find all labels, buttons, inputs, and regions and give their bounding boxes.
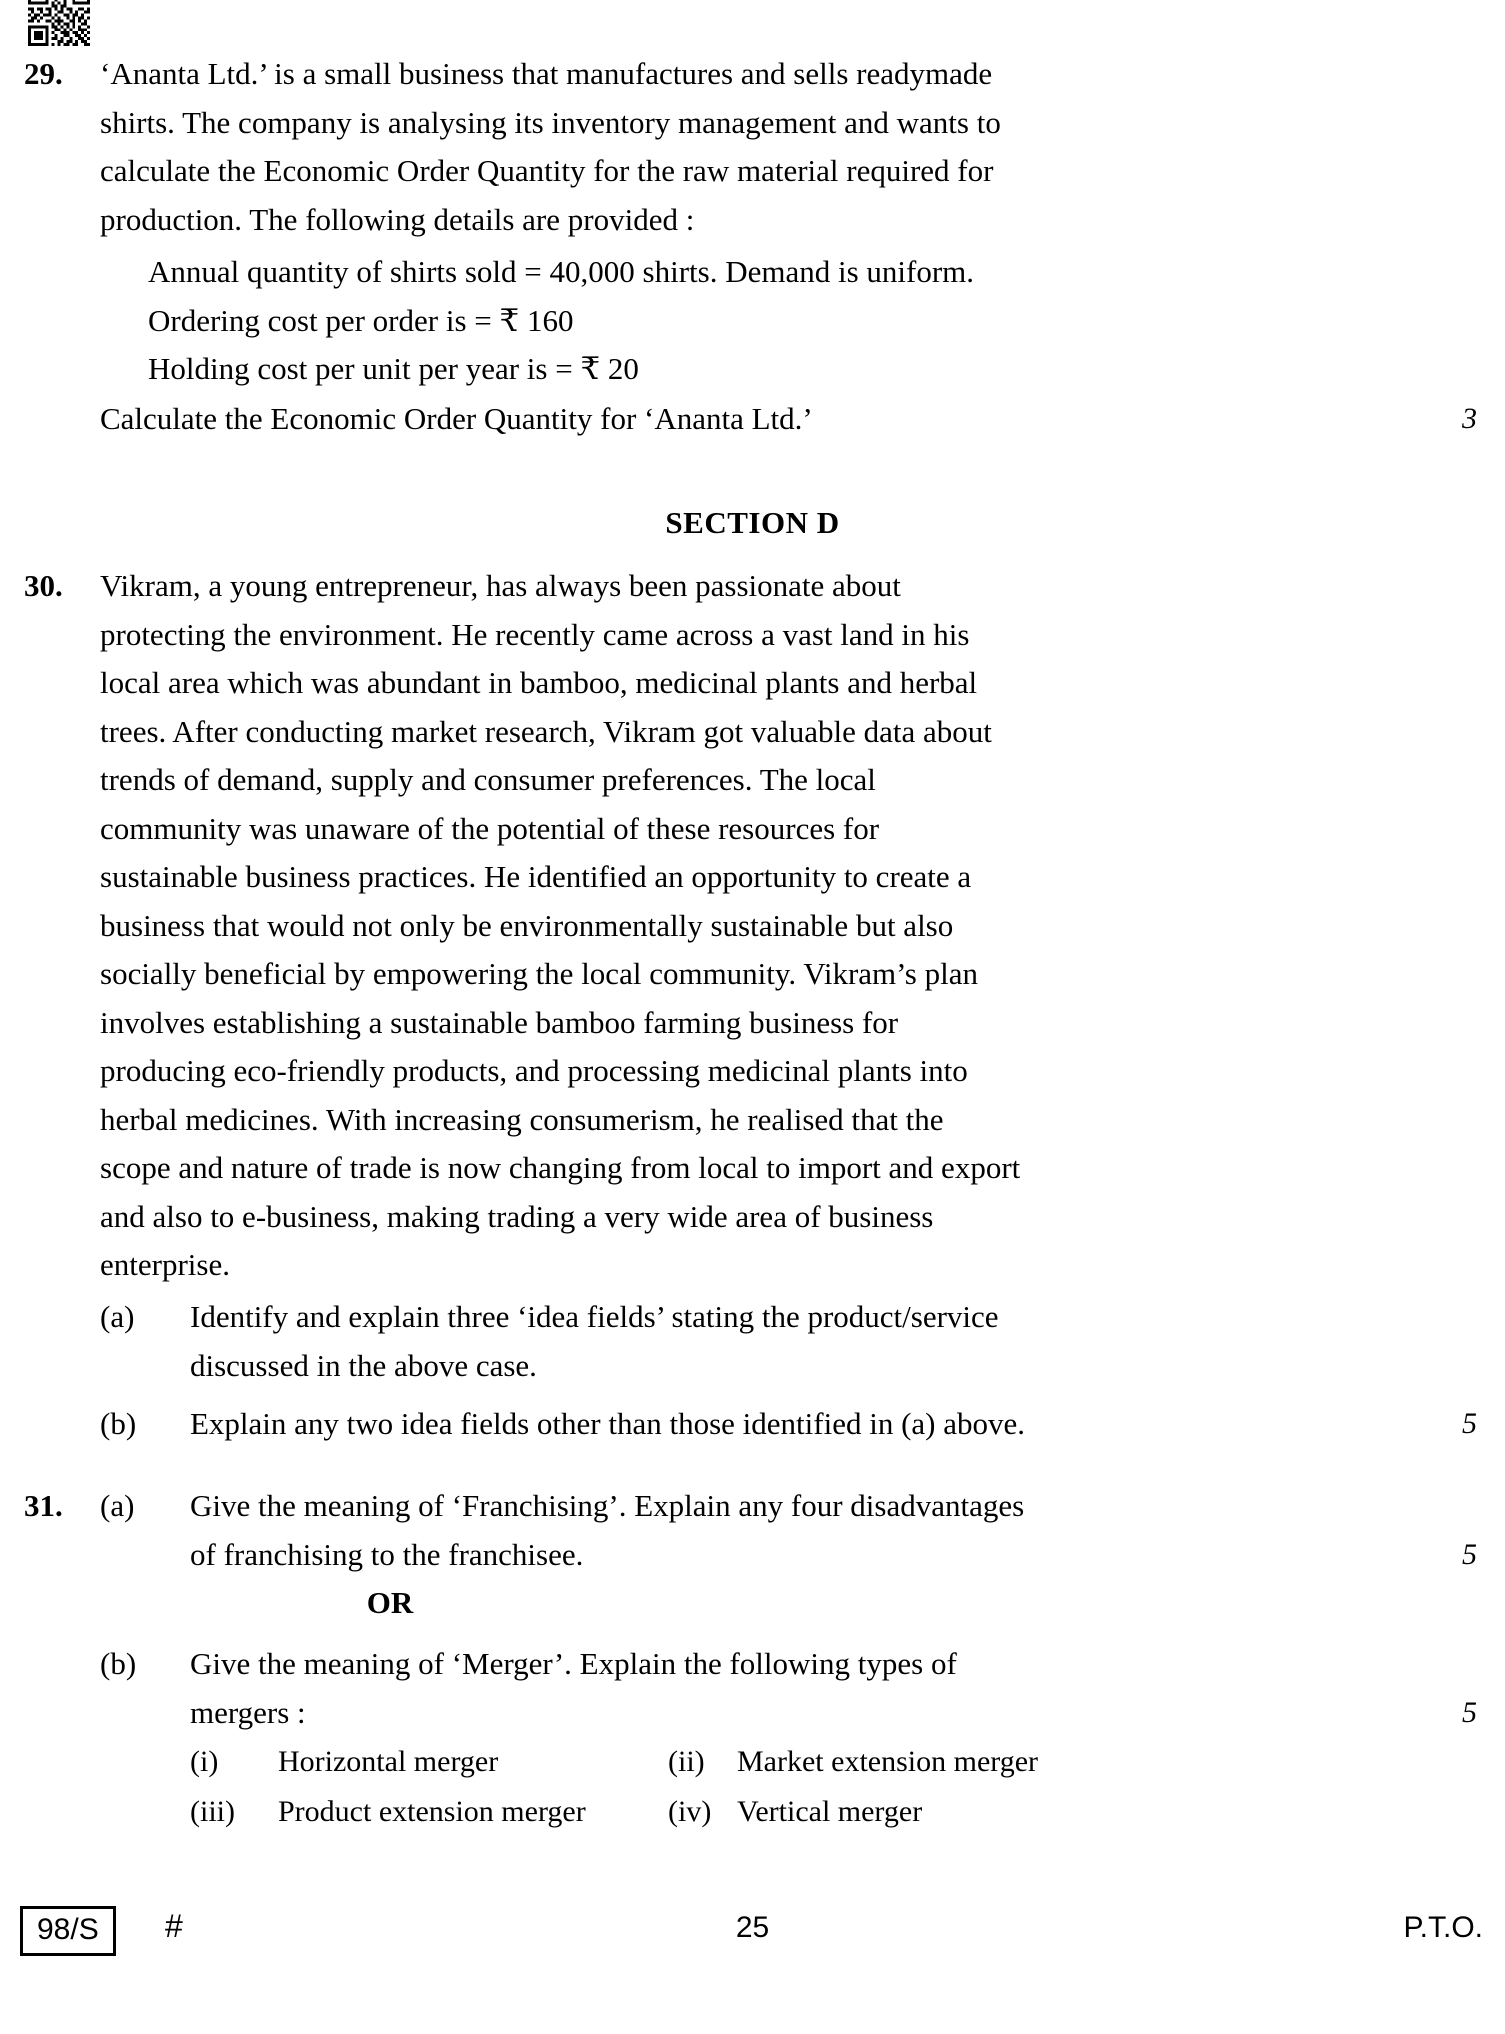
- question-30-case-line-3: local area which was abundant in bamboo, medicinal plants and herbal: [100, 665, 978, 700]
- question-30-part-a-label: (a): [100, 1299, 135, 1334]
- question-30-case-line-11: producing eco-friendly products, and processing medicinal plants into: [100, 1053, 968, 1088]
- question-31-number: 31.: [24, 1488, 63, 1523]
- question-30-case-line-2: protecting the environment. He recently came across a vast land in his: [100, 616, 970, 652]
- question-31-part-a-line-1: Give the meaning of ‘Franchising’. Explain any four disadvantages: [190, 1488, 1025, 1523]
- question-31-part-b-line-2: mergers :: [190, 1694, 306, 1730]
- question-31-or-label: OR: [366, 1585, 414, 1620]
- merger-item-4-text: Vertical merger: [737, 1795, 923, 1828]
- question-30-case-line-4: trees. After conducting market research, Vikram got valuable data about: [100, 713, 992, 749]
- question-31-part-b-line-1: Give the meaning of ‘Merger’. Explain the following types of: [190, 1646, 957, 1681]
- question-30-part-b-label: (b): [100, 1406, 137, 1441]
- question-31-part-a-line-2: of franchising to the franchisee.: [190, 1536, 584, 1572]
- question-30-part-b-marks: 5: [1462, 1407, 1477, 1440]
- merger-item-4-label: (iv): [668, 1795, 712, 1828]
- merger-item-1-label: (i): [190, 1745, 219, 1778]
- merger-item-1-text: Horizontal merger: [278, 1745, 499, 1778]
- question-30-case-line-6: community was unaware of the potential of these resources for: [100, 810, 880, 846]
- section-heading: SECTION D: [665, 505, 840, 540]
- question-30-case-line-7: sustainable business practices. He identified an opportunity to create a: [100, 859, 972, 894]
- question-31-part-b-marks: 5: [1462, 1695, 1477, 1729]
- question-31-part-b-label: (b): [100, 1646, 137, 1681]
- question-30-case-line-9: socially beneficial by empowering the local community. Vikram’s plan: [100, 956, 978, 991]
- page-footer: [0, 1900, 1505, 1980]
- qr-code-container: [28, 0, 90, 46]
- merger-item-2-text: Market extension merger: [737, 1745, 1039, 1778]
- question-29-number: 29.: [24, 56, 63, 91]
- question-29-intro-line-2: shirts. The company is analysing its inventory management and wants to: [100, 104, 1001, 140]
- question-30-case-line-5: trends of demand, supply and consumer preferences. The local: [100, 762, 876, 797]
- question-29-marks: 3: [1462, 402, 1477, 435]
- paper-code-box: 98/S: [20, 1906, 116, 1956]
- merger-item-2-label: (ii): [668, 1745, 705, 1778]
- question-30-part-a-line-2: discussed in the above case.: [190, 1347, 537, 1383]
- merger-item-3-text: Product extension merger: [278, 1795, 586, 1828]
- question-31-part-a-label: (a): [100, 1488, 135, 1523]
- question-29-intro-line-3: calculate the Economic Order Quantity for the raw material required for: [100, 153, 994, 188]
- question-30-case-line-10: involves establishing a sustainable bamboo farming business for: [100, 1004, 899, 1040]
- question-29-detail-ordering-cost: Ordering cost per order is = ₹ 160: [148, 302, 574, 338]
- hash-marker: #: [165, 1908, 183, 1944]
- question-30-part-b-line-1: Explain any two idea fields other than those identified in (a) above.: [190, 1406, 1026, 1441]
- question-31-part-a-marks: 5: [1462, 1537, 1477, 1571]
- question-30-case-line-13: scope and nature of trade is now changing from local to import and export: [100, 1150, 1021, 1185]
- qr-code-icon: [28, 0, 90, 46]
- page-number: 25: [735, 1911, 770, 1944]
- question-30-case-line-1: Vikram, a young entrepreneur, has always been passionate about: [100, 568, 901, 603]
- question-29-closing: Calculate the Economic Order Quantity for ‘Ananta Ltd.’: [100, 401, 813, 436]
- merger-item-3-label: (iii): [190, 1795, 235, 1828]
- question-30-case-line-15: enterprise.: [100, 1247, 230, 1282]
- question-29-detail-holding-cost: Holding cost per unit per year is = ₹ 20: [148, 351, 639, 386]
- question-30-case-line-12: herbal medicines. With increasing consumerism, he realised that the: [100, 1101, 944, 1137]
- question-30-case-line-14: and also to e-business, making trading a very wide area of business: [100, 1198, 934, 1234]
- question-29-intro-line-1: ‘Ananta Ltd.’ is a small business that manufactures and sells readymade: [100, 56, 993, 91]
- pto-label: P.T.O.: [1403, 1911, 1483, 1944]
- question-30-case-line-8: business that would not only be environmentally sustainable but also: [100, 907, 954, 943]
- question-29-detail-annual-quantity: Annual quantity of shirts sold = 40,000 shirts. Demand is uniform.: [148, 254, 975, 289]
- question-30-part-a-line-1: Identify and explain three ‘idea fields’ stating the product/service: [190, 1299, 999, 1334]
- question-29-intro-line-4: production. The following details are provided :: [100, 201, 695, 237]
- question-30-number: 30.: [24, 568, 63, 603]
